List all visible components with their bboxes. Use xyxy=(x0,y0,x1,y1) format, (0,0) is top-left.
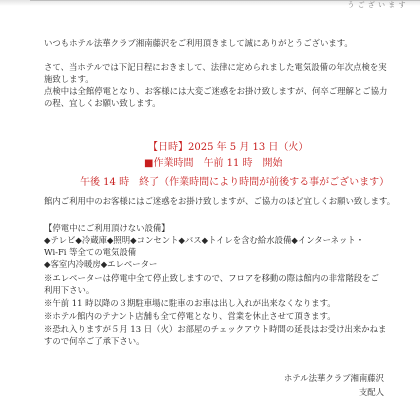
signature-hotel: ホテル法華クラブ湘南藤沢 xyxy=(283,373,384,383)
note-line: ※午前 11 時以降の３期駐車場に駐車のお車は出し入れが出来なくなります。 xyxy=(44,298,336,308)
note-line: ※恐れ入りますが５月 13 日（火）お部屋のチェックアウト時間の延長はお受け出来かねま xyxy=(44,324,387,334)
note-line: すので何卒ご了承下さい。 xyxy=(44,336,145,346)
body-line: 点検中は全館停電となり、お客様には大変ご迷惑をお掛け致しますが、何卒ご理解とご協力 xyxy=(44,86,388,96)
greeting: いつもホテル法華クラブ湘南藤沢をご利用頂きまして誠にありがとうございます。 xyxy=(44,38,353,48)
note-line: ※ホテル館内のテナント店舗も全て停電となり、営業を休止させて頂きます。 xyxy=(44,311,336,321)
signature-title: 支配人 xyxy=(358,387,384,397)
notice-line: 館内ご利用中のお客様にはご迷惑をお掛け致しますが、ご協力のほど宜しくお願い致します。 xyxy=(44,196,396,206)
body-line: さて、当ホテルでは下記日程におきまして、法律に定められました電気設備の年次点検を実 xyxy=(44,62,387,72)
unavailable-line: ◆テレビ◆冷蔵庫◆照明◆コンセント◆バス◆トイレを含む給水設備◆インターネット・ xyxy=(44,235,365,245)
header-fragment: う ご ざ い ま す xyxy=(347,1,406,9)
date-line: 【日時】2025 年 5 月 13 日（火） xyxy=(148,142,309,153)
work-time-line: ■作業時間 午前 11 時 開始 xyxy=(144,158,283,169)
unavailable-line: Wi-Fi 等全ての電気設備 xyxy=(44,247,137,257)
end-time-line: 午後 14 時 終了（作業時間により時間が前後する事がございます） xyxy=(80,177,390,188)
body-line: の程、宜しくお願い致します。 xyxy=(44,98,161,108)
note-line: 利用下さい。 xyxy=(44,285,95,295)
note-line: ※エレベーターは停電中全て停止致しますので、フロアを移動の際は館内の非常階段をご xyxy=(44,273,379,283)
body-line: 施致します。 xyxy=(44,74,94,84)
unavailable-header: 【停電中にご利用頂けない設備】 xyxy=(44,223,170,233)
unavailable-line: ◆客室内冷暖房◆エレベーター xyxy=(44,259,158,269)
